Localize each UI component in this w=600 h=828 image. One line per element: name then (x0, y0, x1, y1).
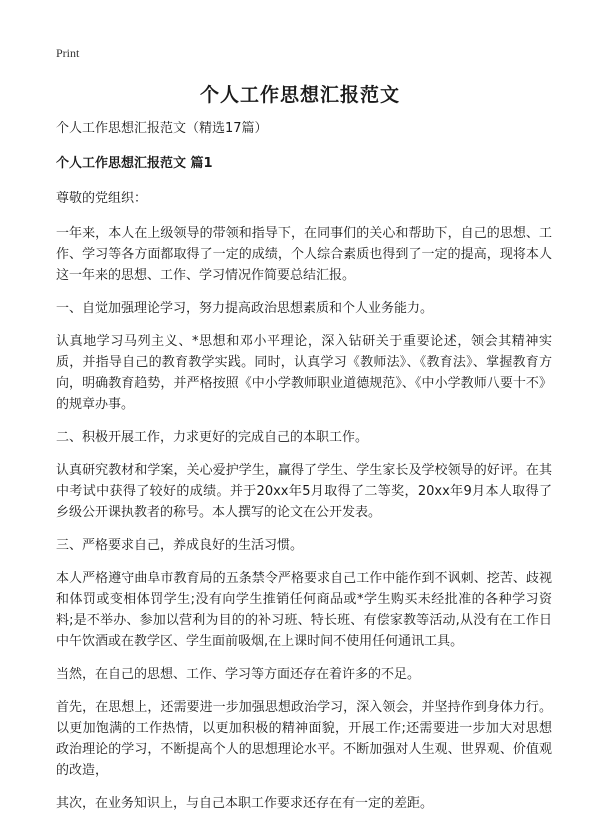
paragraph: 当然，在自己的思想、工作、学习等方面还存在着许多的不足。 (56, 667, 421, 682)
document-body (56, 118, 552, 826)
paragraph: 尊敬的党组织： (56, 191, 148, 206)
page-title: 个人工作思想汇报范文 (199, 84, 400, 106)
paragraph: 三、严格要求自己，养成良好的生活习惯。 (56, 538, 304, 553)
paragraph: 一、自觉加强理论学习，努力提高政治思想素质和个人业务能力。 (56, 301, 434, 316)
paragraph: 二、积极开展工作，力求更好的完成自己的本职工作。 (56, 430, 369, 445)
paragraph: 认真研究教材和学案，关心爱护学生，赢得了学生、学生家长及学校领导的好评。在其中考试中获得了较好的成绩。并于20xx年5月取得了二等奖，20xx年9月本人取得了乡级公开课执教者的称号。本人撰写的论文在公开发表。 (56, 463, 552, 520)
section-heading: 个人工作思想汇报范文 篇1 (56, 156, 213, 171)
paragraph: 认真地学习马列主义、*思想和邓小平理论，深入钻研关于重要论述，领会其精神实质，并指导自己的教育教学实践。同时，认真学习《教师法》、《教育法》、掌握教育方向，明确教育趋势，并严格按照《中小学教师职业道德规范》、《中小学教师八要十不》的规章办事。 (56, 334, 552, 412)
paragraph: 首先，在思想上，还需要进一步加强思想政治学习，深入领会，并坚持作到身体力行。以更加饱满的工作热情，以更加积极的精神面貌，开展工作;还需要进一步加大对思想政治理论的学习，不断提高个人的思想理论水平。不断加强对人生观、世界观、价值观的改造， (56, 700, 552, 778)
paragraph: 本人严格遵守曲阜市教育局的五条禁令严格要求自己工作中能作到不讽刺、挖苦、歧视和体罚或变相体罚学生;没有向学生推销任何商品或*学生购买未经批准的各种学习资料;是不举办、参加以营利为目的的补习班、特长班、有偿家教等活动,从没有在工作日中午饮酒或在教学区、学生面前吸烟,在上课时间不使用任何通讯工具。 (56, 571, 552, 649)
document-subtitle: 个人工作思想汇报范文（精选17篇） (56, 121, 268, 136)
paragraph: 其次，在业务知识上，与自己本职工作要求还存在有一定的差距。 (56, 796, 434, 811)
paragraph: 一年来，本人在上级领导的带领和指导下，在同事们的关心和帮助下，自己的思想、工作、学习等各方面都取得了一定的成绩，个人综合素质也得到了一定的提高，现将本人这一年来的思想、工作、学习情况作简要总结汇报。 (56, 226, 552, 283)
print-link[interactable]: Print (56, 46, 80, 60)
